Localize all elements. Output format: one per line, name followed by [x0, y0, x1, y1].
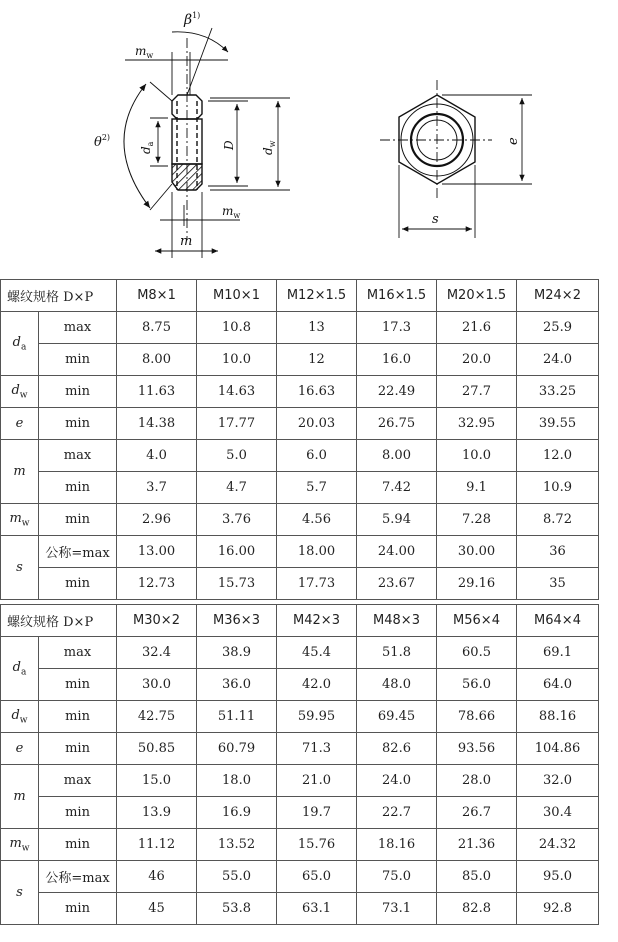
limit-cell: min [39, 669, 117, 701]
symbol-subscript: w [21, 518, 30, 529]
value-cell: 4.56 [277, 504, 357, 536]
dimension-table-1 [0, 279, 599, 600]
value-cell: 11.63 [117, 376, 197, 408]
table-row [1, 861, 599, 893]
size-cell: M30×2 [117, 605, 197, 637]
symbol-text: d [12, 334, 21, 350]
dw-label: $d_w$ [261, 140, 277, 155]
size-cell: M12×1.5 [277, 280, 357, 312]
table-row [1, 765, 599, 797]
value-cell: 3.76 [197, 504, 277, 536]
size-cell: M16×1.5 [357, 280, 437, 312]
symbol-cell [1, 504, 39, 536]
table-row [1, 701, 599, 733]
value-cell: 4.7 [197, 472, 277, 504]
mw-top-label: $m_w$ [135, 44, 154, 60]
table-row [1, 893, 599, 925]
table-row [1, 536, 599, 568]
value-cell: 46 [117, 861, 197, 893]
value-cell: 21.0 [277, 765, 357, 797]
value-cell: 5.7 [277, 472, 357, 504]
value-cell: 36 [517, 536, 599, 568]
value-cell: 18.0 [197, 765, 277, 797]
value-cell: 26.7 [437, 797, 517, 829]
value-cell: 30.4 [517, 797, 599, 829]
size-cell: M48×3 [357, 605, 437, 637]
value-cell: 18.00 [277, 536, 357, 568]
limit-cell: min [39, 504, 117, 536]
table-row [1, 797, 599, 829]
value-cell: 32.0 [517, 765, 599, 797]
limit-cell: max [39, 312, 117, 344]
value-cell: 85.0 [437, 861, 517, 893]
size-cell: M64×4 [517, 605, 599, 637]
table-row [1, 733, 599, 765]
value-cell: 13.00 [117, 536, 197, 568]
limit-cell: min [39, 344, 117, 376]
value-cell: 28.0 [437, 765, 517, 797]
value-cell: 104.86 [517, 733, 599, 765]
table-row [1, 344, 599, 376]
value-cell: 22.49 [357, 376, 437, 408]
size-cell: M20×1.5 [437, 280, 517, 312]
value-cell: 78.66 [437, 701, 517, 733]
symbol-cell [1, 312, 39, 376]
value-cell: 17.3 [357, 312, 437, 344]
value-cell: 69.1 [517, 637, 599, 669]
value-cell: 32.4 [117, 637, 197, 669]
symbol-cell [1, 408, 39, 440]
D-label: D [222, 140, 236, 150]
m-label: m [180, 234, 193, 249]
e-label: e [506, 137, 521, 145]
value-cell: 25.9 [517, 312, 599, 344]
value-cell: 42.0 [277, 669, 357, 701]
value-cell: 12 [277, 344, 357, 376]
value-cell: 6.0 [277, 440, 357, 472]
value-cell: 21.36 [437, 829, 517, 861]
size-cell: M56×4 [437, 605, 517, 637]
symbol-subscript: a [20, 667, 27, 678]
symbol-cell [1, 536, 39, 600]
value-cell: 16.00 [197, 536, 277, 568]
dimension-table-2 [0, 604, 599, 925]
value-cell: 26.75 [357, 408, 437, 440]
value-cell: 38.9 [197, 637, 277, 669]
value-cell: 95.0 [517, 861, 599, 893]
value-cell: 12.73 [117, 568, 197, 600]
value-cell: 48.0 [357, 669, 437, 701]
limit-cell: 公称=max [39, 536, 117, 568]
value-cell: 60.5 [437, 637, 517, 669]
value-cell: 19.7 [277, 797, 357, 829]
value-cell: 35 [517, 568, 599, 600]
table-row [1, 504, 599, 536]
limit-cell: min [39, 893, 117, 925]
value-cell: 30.0 [117, 669, 197, 701]
value-cell: 8.00 [117, 344, 197, 376]
size-cell: M10×1 [197, 280, 277, 312]
value-cell: 73.1 [357, 893, 437, 925]
value-cell: 7.42 [357, 472, 437, 504]
table-row [1, 829, 599, 861]
value-cell: 64.0 [517, 669, 599, 701]
value-cell: 8.00 [357, 440, 437, 472]
limit-cell: min [39, 829, 117, 861]
value-cell: 2.96 [117, 504, 197, 536]
value-cell: 13.52 [197, 829, 277, 861]
symbol-text: e [15, 741, 24, 756]
symbol-subscript: w [19, 390, 28, 401]
value-cell: 82.8 [437, 893, 517, 925]
value-cell: 11.12 [117, 829, 197, 861]
table-header-row [1, 280, 599, 312]
value-cell: 45 [117, 893, 197, 925]
value-cell: 71.3 [277, 733, 357, 765]
symbol-text: m [9, 835, 22, 851]
symbol-text: m [13, 464, 26, 479]
table-row [1, 312, 599, 344]
symbol-text: s [16, 885, 23, 900]
limit-cell: max [39, 765, 117, 797]
value-cell: 8.72 [517, 504, 599, 536]
limit-cell: min [39, 568, 117, 600]
table-row [1, 376, 599, 408]
value-cell: 20.0 [437, 344, 517, 376]
thread-spec-header: 螺纹规格 D×P [1, 605, 117, 637]
symbol-text: d [11, 382, 20, 398]
value-cell: 5.0 [197, 440, 277, 472]
table-row [1, 440, 599, 472]
value-cell: 59.95 [277, 701, 357, 733]
value-cell: 13.9 [117, 797, 197, 829]
size-cell: M42×3 [277, 605, 357, 637]
value-cell: 16.0 [357, 344, 437, 376]
value-cell: 8.75 [117, 312, 197, 344]
symbol-cell [1, 765, 39, 829]
value-cell: 17.73 [277, 568, 357, 600]
symbol-cell [1, 861, 39, 925]
value-cell: 53.8 [197, 893, 277, 925]
table-row [1, 408, 599, 440]
symbol-cell [1, 829, 39, 861]
thread-spec-header: 螺纹规格 D×P [1, 280, 117, 312]
table-row [1, 637, 599, 669]
beta-label: $\beta^{1)}$ [184, 11, 201, 28]
limit-cell: min [39, 408, 117, 440]
theta-label: $\theta^{2)}$ [94, 133, 111, 150]
symbol-text: m [9, 510, 22, 526]
value-cell: 7.28 [437, 504, 517, 536]
value-cell: 24.0 [517, 344, 599, 376]
value-cell: 3.7 [117, 472, 197, 504]
da-label: $d_a$ [139, 141, 155, 154]
value-cell: 51.11 [197, 701, 277, 733]
value-cell: 20.03 [277, 408, 357, 440]
limit-cell: min [39, 701, 117, 733]
limit-cell: min [39, 733, 117, 765]
value-cell: 36.0 [197, 669, 277, 701]
value-cell: 50.85 [117, 733, 197, 765]
size-cell: M24×2 [517, 280, 599, 312]
value-cell: 63.1 [277, 893, 357, 925]
value-cell: 9.1 [437, 472, 517, 504]
limit-cell: max [39, 637, 117, 669]
value-cell: 65.0 [277, 861, 357, 893]
value-cell: 82.6 [357, 733, 437, 765]
value-cell: 14.63 [197, 376, 277, 408]
value-cell: 45.4 [277, 637, 357, 669]
value-cell: 23.67 [357, 568, 437, 600]
value-cell: 55.0 [197, 861, 277, 893]
value-cell: 24.32 [517, 829, 599, 861]
limit-cell: min [39, 472, 117, 504]
value-cell: 18.16 [357, 829, 437, 861]
symbol-text: e [15, 416, 24, 431]
value-cell: 69.45 [357, 701, 437, 733]
size-cell: M36×3 [197, 605, 277, 637]
value-cell: 32.95 [437, 408, 517, 440]
value-cell: 29.16 [437, 568, 517, 600]
symbol-text: s [16, 560, 23, 575]
value-cell: 33.25 [517, 376, 599, 408]
top-view [380, 80, 532, 238]
s-label: s [432, 212, 439, 227]
value-cell: 39.55 [517, 408, 599, 440]
value-cell: 15.76 [277, 829, 357, 861]
symbol-cell [1, 701, 39, 733]
value-cell: 17.77 [197, 408, 277, 440]
value-cell: 15.73 [197, 568, 277, 600]
value-cell: 24.00 [357, 536, 437, 568]
value-cell: 5.94 [357, 504, 437, 536]
symbol-cell [1, 440, 39, 504]
symbol-text: m [13, 789, 26, 804]
nut-drawing [0, 0, 618, 270]
value-cell: 12.0 [517, 440, 599, 472]
symbol-cell [1, 733, 39, 765]
value-cell: 4.0 [117, 440, 197, 472]
value-cell: 16.9 [197, 797, 277, 829]
symbol-text: d [11, 707, 20, 723]
value-cell: 60.79 [197, 733, 277, 765]
symbol-subscript: w [19, 715, 28, 726]
table-row [1, 472, 599, 504]
symbol-cell [1, 376, 39, 408]
limit-cell: 公称=max [39, 861, 117, 893]
mw-bottom-label: $m_w$ [222, 204, 241, 220]
symbol-text: d [12, 659, 21, 675]
value-cell: 22.7 [357, 797, 437, 829]
limit-cell: max [39, 440, 117, 472]
symbol-subscript: w [21, 843, 30, 854]
table-header-row [1, 605, 599, 637]
value-cell: 93.56 [437, 733, 517, 765]
symbol-subscript: a [20, 342, 27, 353]
value-cell: 51.8 [357, 637, 437, 669]
symbol-cell [1, 637, 39, 701]
value-cell: 10.0 [197, 344, 277, 376]
value-cell: 15.0 [117, 765, 197, 797]
value-cell: 13 [277, 312, 357, 344]
value-cell: 56.0 [437, 669, 517, 701]
value-cell: 88.16 [517, 701, 599, 733]
value-cell: 42.75 [117, 701, 197, 733]
value-cell: 10.0 [437, 440, 517, 472]
size-cell: M8×1 [117, 280, 197, 312]
value-cell: 10.8 [197, 312, 277, 344]
value-cell: 92.8 [517, 893, 599, 925]
value-cell: 16.63 [277, 376, 357, 408]
value-cell: 27.7 [437, 376, 517, 408]
table-row [1, 568, 599, 600]
value-cell: 75.0 [357, 861, 437, 893]
value-cell: 10.9 [517, 472, 599, 504]
value-cell: 24.0 [357, 765, 437, 797]
value-cell: 14.38 [117, 408, 197, 440]
value-cell: 21.6 [437, 312, 517, 344]
limit-cell: min [39, 797, 117, 829]
limit-cell: min [39, 376, 117, 408]
value-cell: 30.00 [437, 536, 517, 568]
table-row [1, 669, 599, 701]
